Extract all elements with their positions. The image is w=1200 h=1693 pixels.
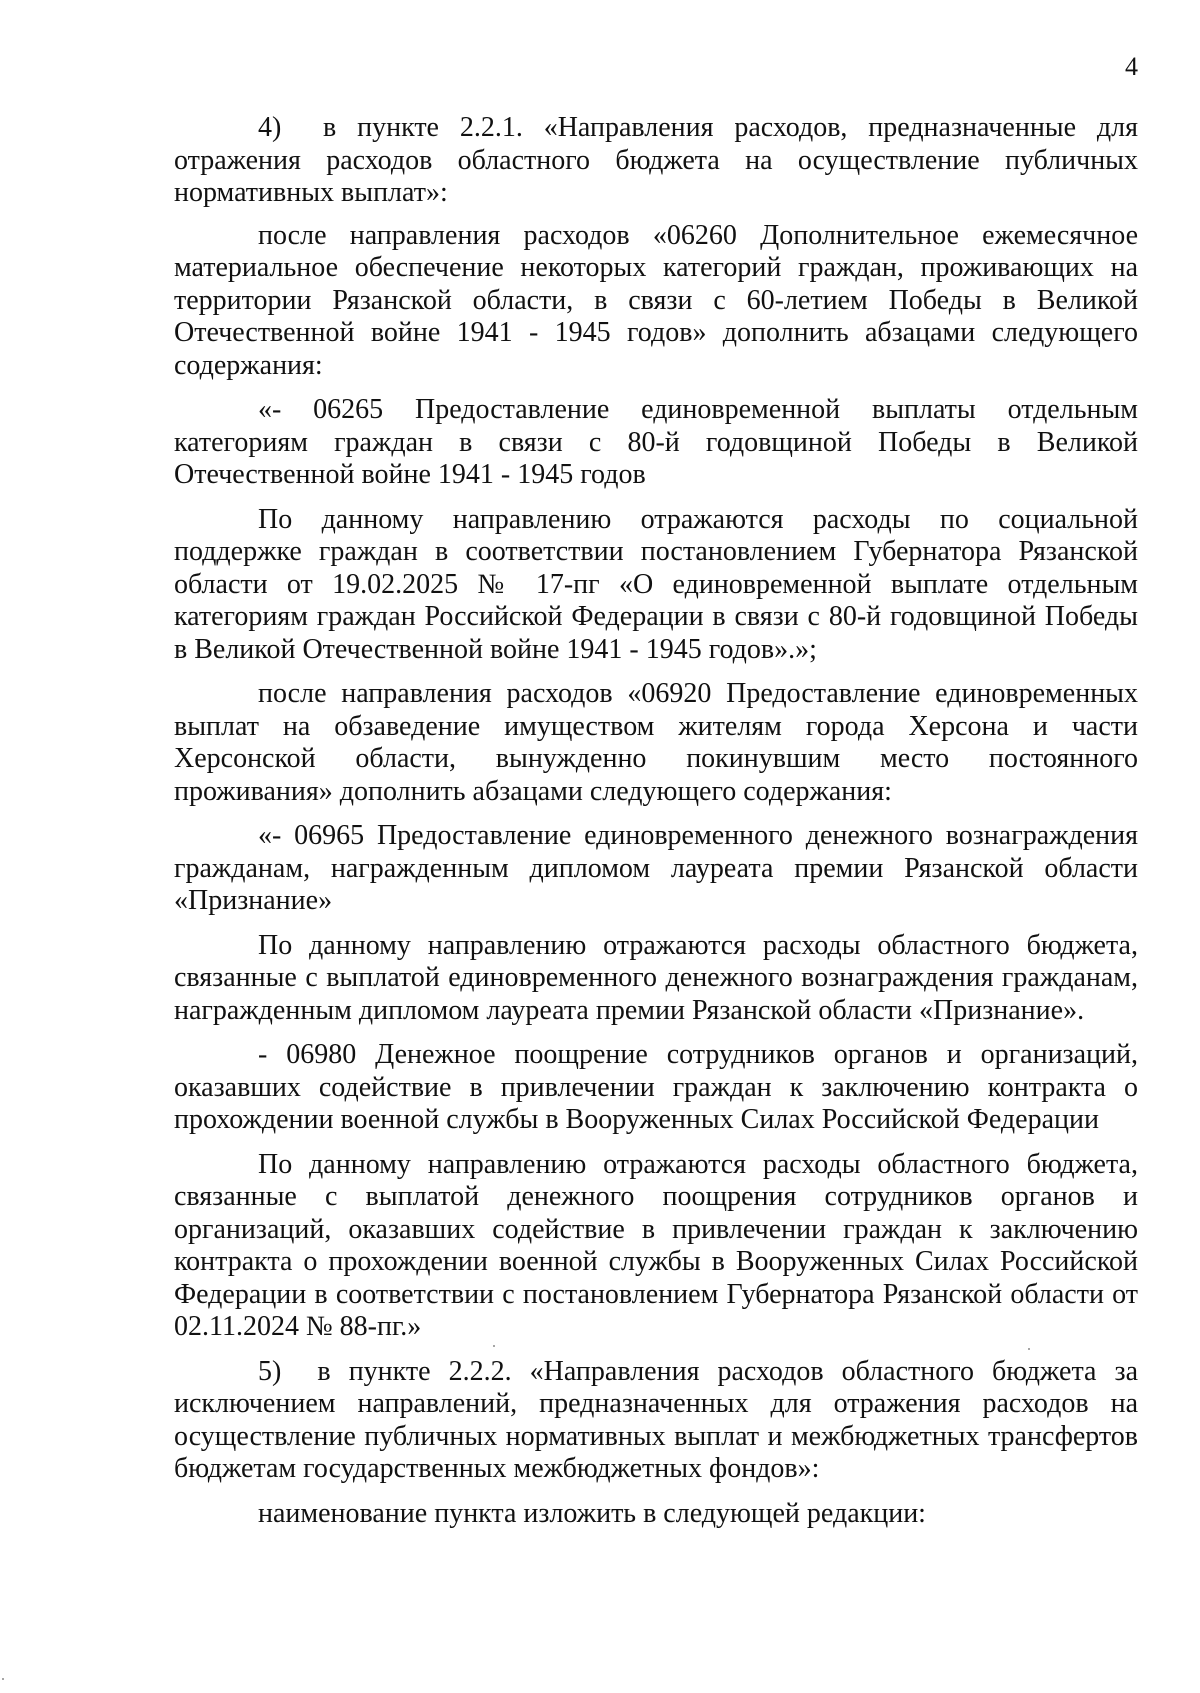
amendment-item-5-intro: 5) в пункте 2.2.2. «Направления расходов областного бюджета за исключением направлений, предназначенных для отражения расходов на осуществление публичных нормативных выплат и межбюджетных трансфертов бюджетам государственных межбюджетных фондов»: xyxy=(174,1355,1138,1484)
paragraph-after-06260: после направления расходов «06260 Дополнительное ежемесячное материальное обеспечение некоторых категорий граждан, проживающих на территории Рязанской области, в связи с 60-летием Победы в Великой Отечественной войне 1941 - 1945 годов» дополнить абзацами следующего содержания: xyxy=(174,219,1138,381)
paragraph-item-name-change: наименование пункта изложить в следующей редакции: xyxy=(258,1497,926,1529)
paragraph-06965-title: «- 06965 Предоставление единовременного денежного вознаграждения гражданам, награжденным дипломом лауреата премии Рязанской области «Признание» xyxy=(174,820,1138,916)
amendment-item-4-intro: 4) в пункте 2.2.1. «Направления расходов, предназначенные для отражения расходов областного бюджета на осуществление публичных нормативных выплат»: xyxy=(174,112,1138,208)
document-body xyxy=(174,112,1138,1542)
paragraph-06965-description: По данному направлению отражаются расходы областного бюджета, связанные с выплатой единовременного денежного вознаграждения гражданам, награжденным дипломом лауреата премии Рязанской области «Признание». xyxy=(174,929,1138,1026)
scan-artifact-dot xyxy=(493,1345,495,1347)
paragraph-06980-description: По данному направлению отражаются расходы областного бюджета, связанные с выплатой денежного поощрения сотрудников органов и организаций, оказавших содействие в привлечении граждан к заключению контракта о прохождении военной службы в Вооруженных Силах Российской Федерации в соответствии с постановлением Губернатора Рязанской области от 02.11.2024 № 88-пг.» xyxy=(174,1148,1138,1342)
paragraph-after-06920: после направления расходов «06920 Предоставление единовременных выплат на обзаведение имуществом жителям города Херсона и части Херсонской области, вынужденно покинувшим место постоянного проживания» дополнить абзацами следующего содержания: xyxy=(174,678,1138,807)
scan-artifact-dot xyxy=(2,1678,4,1680)
paragraph-06980-title: - 06980 Денежное поощрение сотрудников органов и организаций, оказавших содействие в привлечении граждан к заключению контракта о прохождении военной службы в Вооруженных Силах Российской Федерации xyxy=(174,1039,1138,1135)
paragraph-06265-title: «- 06265 Предоставление единовременной выплаты отдельным категориям граждан в связи с 80-й годовщиной Победы в Великой Отечественной войне 1941 - 1945 годов xyxy=(174,394,1138,490)
scan-artifact-dot xyxy=(1028,1348,1030,1350)
paragraph-06265-description: По данному направлению отражаются расходы по социальной поддержке граждан в соответствии постановлением Губернатора Рязанской области от 19.02.2025 № 17-пг «О единовременной выплате отдельным категориям граждан Российской Федерации в связи с 80-й годовщиной Победы в Великой Отечественной войне 1941 - 1945 годов».»; xyxy=(174,503,1138,665)
page-number: 4 xyxy=(1125,52,1138,81)
